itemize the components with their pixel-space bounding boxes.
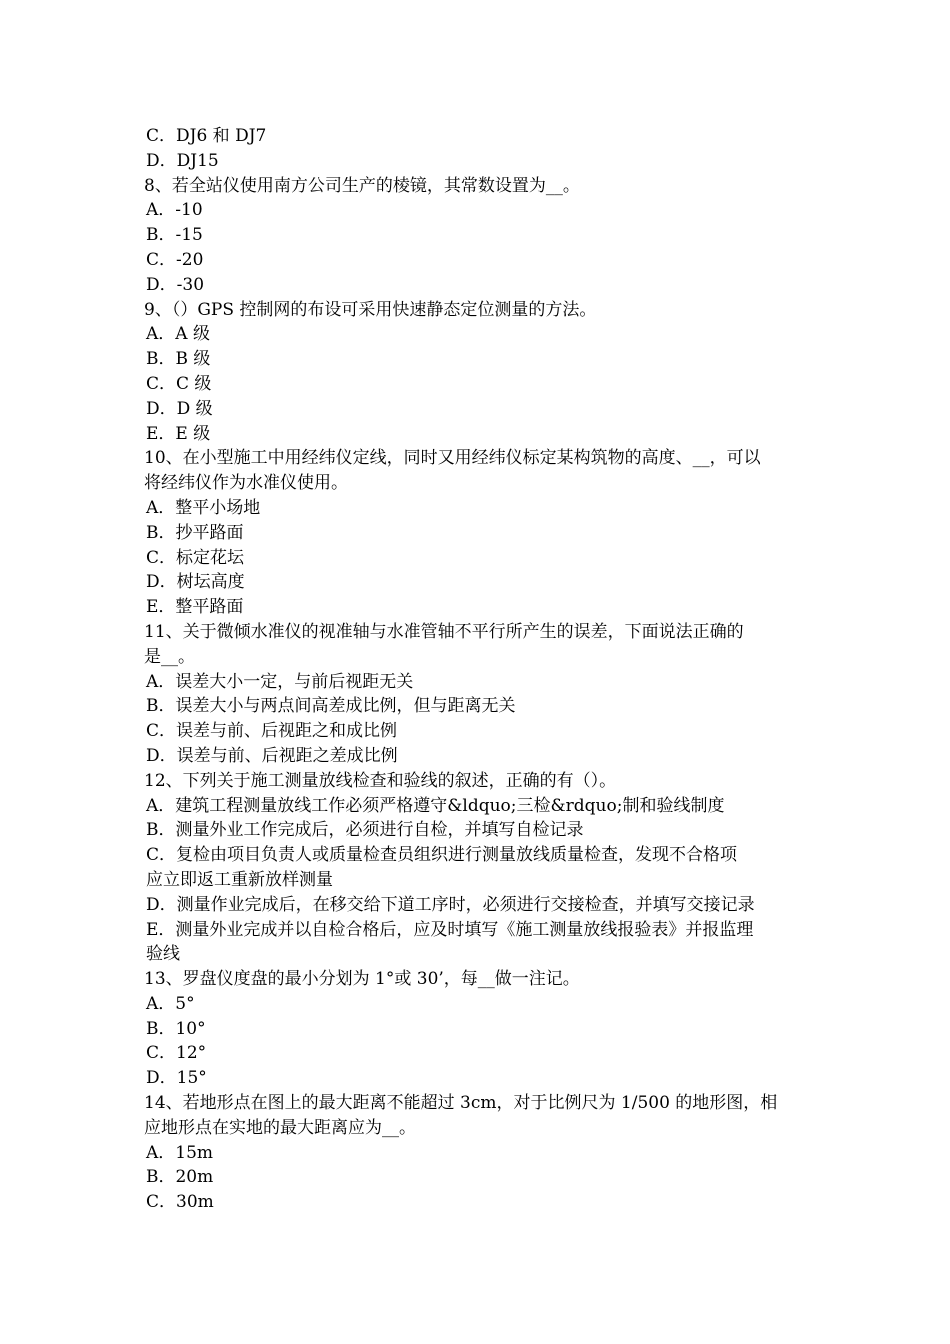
question-line: 9、（）GPS 控制网的布设可采用快速静态定位测量的方法。 — [144, 299, 597, 320]
question-line: 14、若地形点在图上的最大距离不能超过 3cm，对于比例尺为 1/500 的地形图，相 — [144, 1093, 778, 1114]
answer-option-line: 应立即返工重新放样测量 — [146, 869, 333, 890]
answer-option-line: B．测量外业工作完成后，必须进行自检，并填写自检记录 — [146, 820, 584, 841]
answer-option-line: A．5° — [146, 993, 195, 1014]
answer-option-line: D．测量作业完成后，在移交给下道工序时，必须进行交接检查，并填写交接记录 — [146, 894, 755, 915]
answer-option-line: C．复检由项目负责人或质量检查员组织进行测量放线质量检查，发现不合格项 — [146, 845, 738, 866]
answer-option-line: B．误差大小与两点间高差成比例，但与距离无关 — [146, 696, 516, 717]
question-line: 将经纬仪作为水准仪使用。 — [144, 473, 348, 494]
answer-option-line: A．A 级 — [146, 324, 210, 345]
answer-option-line: A．15m — [146, 1142, 214, 1163]
answer-option-line: D．DJ15 — [146, 150, 219, 171]
answer-option-line: E．整平路面 — [146, 597, 244, 618]
question-line: 应地形点在实地的最大距离应为__。 — [144, 1117, 416, 1138]
answer-option-line: D．15° — [146, 1068, 207, 1089]
answer-option-line: C．-20 — [146, 249, 204, 270]
answer-option-line: E．E 级 — [146, 423, 211, 444]
answer-option-line: B．20m — [146, 1167, 214, 1188]
answer-option-line: A．整平小场地 — [146, 497, 261, 518]
exam-question-list — [144, 124, 810, 1215]
question-line: 是__。 — [144, 646, 195, 667]
question-line: 12、下列关于施工测量放线检查和验线的叙述，正确的有（）。 — [144, 770, 617, 791]
answer-option-line: C．30m — [146, 1192, 214, 1213]
answer-option-line: A．-10 — [146, 200, 203, 221]
answer-option-line: C．标定花坛 — [146, 547, 245, 568]
answer-option-line: B．-15 — [146, 225, 203, 246]
answer-option-line: A．建筑工程测量放线工作必须严格遵守&ldquo;三检&rdquo;制和验线制度 — [146, 795, 725, 816]
answer-option-line: B．10° — [146, 1018, 206, 1039]
question-line: 13、罗盘仪度盘的最小分划为 1°或 30’，每__做一注记。 — [144, 969, 580, 990]
answer-option-line: D．-30 — [146, 274, 205, 295]
answer-option-line: B．B 级 — [146, 349, 211, 370]
answer-option-line: 验线 — [146, 944, 180, 965]
answer-option-line: C．误差与前、后视距之和成比例 — [146, 721, 398, 742]
answer-option-line: D．树坛高度 — [146, 572, 245, 593]
answer-option-line: E．测量外业完成并以自检合格后，应及时填写《施工测量放线报验表》并报监理 — [146, 919, 754, 940]
answer-option-line: C．DJ6 和 DJ7 — [146, 126, 267, 146]
answer-option-line: C．12° — [146, 1043, 207, 1064]
answer-option-line: D．误差与前、后视距之差成比例 — [146, 745, 398, 766]
question-line: 10、在小型施工中用经纬仪定线，同时又用经纬仪标定某构筑物的高度、__，可以 — [144, 448, 761, 469]
question-line: 8、若全站仪使用南方公司生产的棱镜，其常数设置为__。 — [144, 175, 580, 196]
answer-option-line: C．C 级 — [146, 373, 212, 394]
question-line: 11、关于微倾水准仪的视准轴与水准管轴不平行所产生的误差，下面说法正确的 — [144, 621, 744, 642]
answer-option-line: A．误差大小一定，与前后视距无关 — [146, 671, 414, 692]
answer-option-line: D．D 级 — [146, 398, 213, 419]
answer-option-line: B．抄平路面 — [146, 522, 244, 543]
